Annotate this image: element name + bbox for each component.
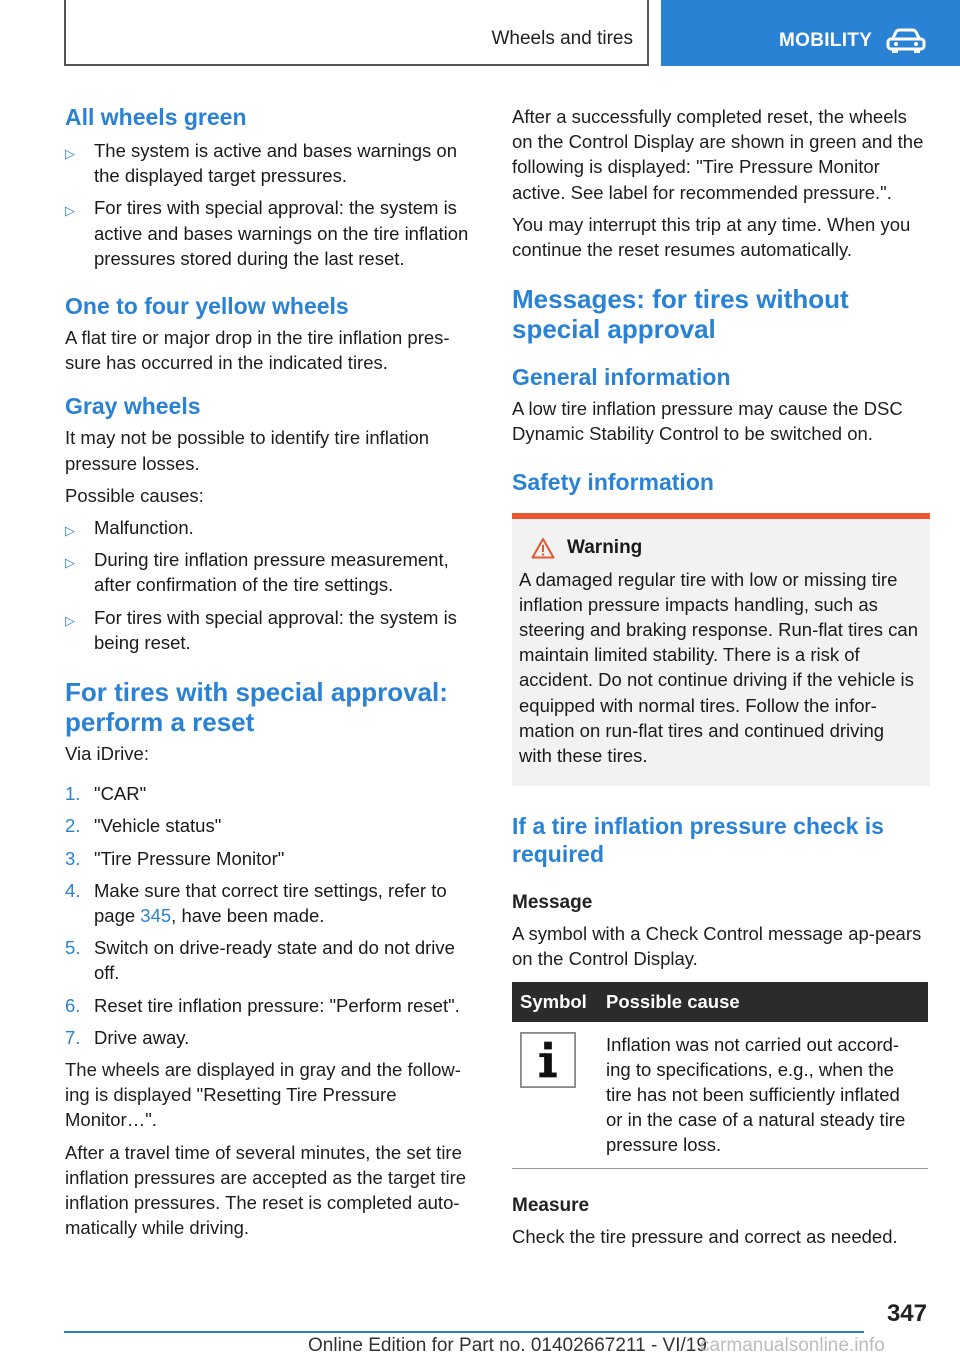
table-row — [512, 1022, 928, 1169]
list-item: 1. "CAR" — [65, 783, 147, 805]
list-item: ▷ For tires with special approval: the system is active and bases warnings on the tire inflation pressures stored during the last reset. — [65, 197, 469, 269]
table-header — [512, 982, 928, 1022]
table-cell-cause: Inflation was not carried out accord-ing to specifications, e.g., when the tire has not been sufficiently inflated or in the case of a natural steady tire pressure loss. — [606, 1033, 906, 1156]
chapter-tab — [661, 0, 960, 66]
footer-edition: Online Edition for Part no. 01402667211 - VI/19 — [308, 1335, 707, 1356]
measure-text: Check the tire pressure and correct as needed. — [512, 1225, 898, 1247]
column-header-symbol: Symbol — [520, 990, 587, 1012]
column-header-cause: Possible cause — [606, 990, 740, 1012]
heading-perform-reset: For tires with special approval: perform a reset — [65, 677, 448, 738]
heading-pressure-check: If a tire inflation pressure check is required — [512, 813, 884, 868]
heading-safety-information: Safety information — [512, 468, 714, 495]
possible-causes-label: Possible causes: — [65, 484, 204, 506]
chapter-tab-label: MOBILITY — [779, 30, 873, 51]
gray-text: It may not be possible to identify tire inflation pressure losses. — [65, 427, 430, 474]
section-title: Wheels and tires — [491, 28, 633, 49]
paragraph: You may interrupt this trip at any time. When you continue the reset resumes automatically. — [512, 213, 911, 261]
info-icon — [520, 1032, 576, 1088]
list-item: ▷ Malfunction. — [65, 515, 480, 540]
footer-watermark: carmanualsonline.info — [700, 1335, 885, 1356]
warning-title: Warning — [519, 537, 922, 559]
symbol-table — [512, 982, 928, 1169]
list-item: ▷ The system is active and bases warnings on the displayed target pressures. — [65, 140, 457, 187]
list-item: 5. Switch on drive-ready state and do not drive off. — [65, 937, 455, 984]
message-text: A symbol with a Check Control message ap-pears on the Control Display. — [512, 923, 922, 970]
list-item: 2. "Vehicle status" — [65, 815, 222, 837]
paragraph: After a travel time of several minutes, the set tire inflation pressures are accepted as the target tire inflation pressures. The reset is completed auto-matically while driving. — [65, 1141, 467, 1239]
paragraph: The wheels are displayed in gray and the follow-ing is displayed "Resetting Tire Pressure Monitor…". — [65, 1059, 461, 1131]
warning-triangle-icon — [531, 537, 555, 559]
heading-gray-wheels: Gray wheels — [65, 393, 201, 420]
list-item: ▷ During tire inflation pressure measurement, after confirmation of the tire settings. — [65, 549, 449, 596]
heading-messages: Messages: for tires without special approval — [512, 284, 849, 345]
list-item: ▷ For tires with special approval: the system is being reset. — [65, 606, 457, 653]
paragraph: After a successfully completed reset, the wheels on the Control Display are shown in green and the following is displayed: "Tire Pressure Monitor active. See label for recommended pressure.". — [512, 106, 924, 203]
yellow-text: A flat tire or major drop in the tire inflation pres-sure has occurred in the indicated tires. — [65, 327, 450, 374]
triangle-bullet-icon: ▷ — [65, 612, 75, 628]
car-icon — [886, 28, 926, 54]
list-item: 7. Drive away. — [65, 1026, 190, 1048]
warning-text: A damaged regular tire with low or missing tire inflation pressure impacts handling, such as steering and braking response. Run-flat tires can maintain limited stability. There is a risk of accident. Do not continue driving if the vehicle is equipped with normal tires. Follow the infor-mation on run-flat tires and continued driving with these tires. — [519, 568, 918, 767]
via-idrive-label: Via iDrive: — [65, 743, 149, 765]
heading-measure: Measure — [512, 1194, 590, 1216]
warning-box — [512, 513, 930, 787]
heading-message: Message — [512, 892, 593, 914]
triangle-bullet-icon: ▷ — [65, 203, 75, 219]
header-section-box — [64, 0, 649, 66]
triangle-bullet-icon: ▷ — [65, 523, 75, 539]
triangle-bullet-icon: ▷ — [65, 146, 75, 161]
heading-yellow-wheels: One to four yellow wheels — [65, 293, 349, 320]
left-column — [65, 100, 480, 1241]
list-item: 4. Make sure that correct tire settings, refer to page 345, have been made. — [65, 879, 447, 927]
triangle-bullet-icon: ▷ — [65, 555, 75, 571]
right-column — [512, 100, 930, 1249]
general-text: A low tire inflation pressure may cause the DSC Dynamic Stability Control to be switched on. — [512, 398, 903, 445]
list-item: 6. Reset tire inflation pressure: "Perform reset". — [65, 994, 460, 1016]
footer-divider — [64, 1331, 864, 1333]
page-link[interactable]: 345 — [140, 905, 172, 927]
list-item: 3. "Tire Pressure Monitor" — [65, 847, 285, 869]
heading-all-wheels-green: All wheels green — [65, 104, 247, 130]
heading-general-information: General information — [512, 364, 731, 391]
page-number: 347 — [886, 1300, 927, 1327]
